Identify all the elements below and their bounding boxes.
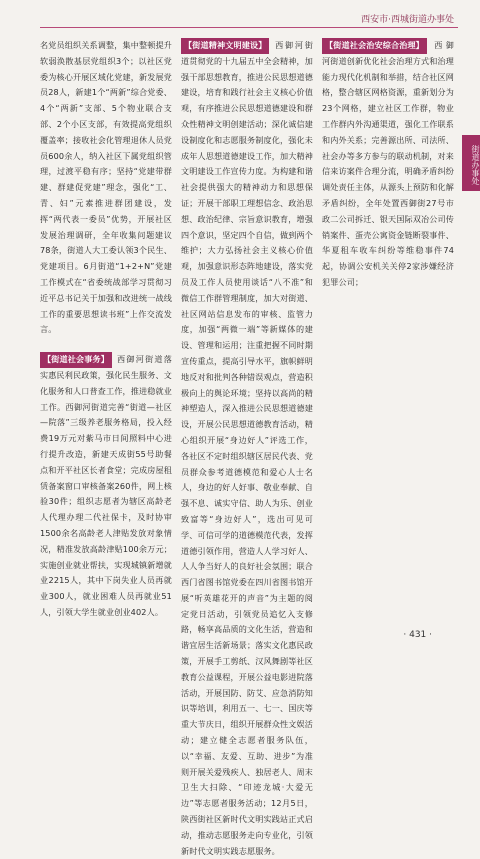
safety-section bbox=[322, 38, 454, 291]
social-affairs-section bbox=[40, 352, 172, 621]
section-title-civilization: 【街道精神文明建设】 bbox=[181, 38, 269, 54]
column-right bbox=[322, 38, 454, 613]
civilization-body: 西御河街道贯彻党的十九届五中全会精神，加强干部思想教育，推进公民思想道德建设，培育和践行社会主义核心价值观，有序推进公民思想道德建设和群众性精神文明创建活动；深化诚信建设制度化和志愿服务制度化，强化未成年人思想道德建设工作，加大精神文明建设工作宣传力度。为构建和谐社会提供强大的精神动力和思想保证；开展干部职工理想信念、政治思想、政治纪律、宗旨意识教育，增强四个意识，坚定四个自信，做到两个维护；大力弘扬社会主义核心价值观，加强意识形态阵地建设，落实党员及工作人员使用谈话“八不准”和微信工作群管理制度，加大对街道、社区网站信息发布的审核、监管力度，加强“两微一端”等新媒体的建设、管理和运用；注重把握不同时期宣传重点，提高引导水平，旗帜鲜明地反对和批判各种错误观点，营造积极向上的舆论环境；坚持以高尚的精神塑造人，深入推进公民思想道德建设，开展公民思想道德教育活动，精心组织开展“身边好人”评选工作，各社区不定时组织辖区居民代表、党员群众参考道德模范和爱心人士名人，身边的好人好事、敬业奉献、自强不息、诚实守信、助人为乐、创业致富等“身边好人”，选出可见可学、可信可学的道德模范代表，发挥道德引领作用，营造人人学习好人、人人争当好人的良好社会氛围；联合西门省图书馆党委在四川省图书馆开展“听英雄花开的声音”为主题的阅定党日活动，引领党员追忆入支修路，畅享高品质的文化生活，营造和谐宜居生活新场景；落实文化惠民政策，开展手工剪纸、汉风舞剧等社区教育公益课程，开展公益电影进院落活动，开展国防、防艾、应急消防知识等培训，利用五一、七一、国庆等重大节庆日，组织开展群众性文娱活动；建立健全志愿者服务队伍，以“幸福、友爱、互助、进步”为准则开展关爱残疾人、独居老人、周末卫生大扫除、“印迹龙城·大爱无边”等志愿者服务活动；12月5日，陕西街社区新时代文明实践站正式启动，推动志愿服务走向专业化，引领新时代文明实践志愿服务。 bbox=[181, 40, 313, 856]
intro-paragraph: 名党员组织关系调整，集中整顿提升软弱涣散基层党组织3个；以社区党委为核心开展区域化党建，新发展党员28人，新建1个“两新”综合党委、4个“两新”支部、5个物业联合支部、2个小区支部，有效提高党组织覆盖率；接收社会化管理退休人员党员600余人，纳入社区下属党组织管理，过渡平稳有序；坚持“党建带群建、群建促党建”理念，强化“工、青、妇”元素推进群团建设，发挥“两代表一委员”优势，开展社区发展治理调研，全年收集问题建议78条，街道人大工委认领3个民生、党建项目。6月街道“1+2+N”党建工作模式在“省委统战部学习贯彻习近平总书记关于加强和改进统一战线工作的重要思想读书班”上作交流发言。 bbox=[40, 40, 172, 335]
side-tab: 街道办事处 bbox=[462, 135, 480, 191]
section-title-social: 【街道社会事务】 bbox=[40, 352, 112, 368]
social-affairs-body: 西御河街道落实惠民利民政策，强化民生服务、文化服务和人口普查工作，推进稳就业工作。西御河街道完善“街道—社区—院落”三级养老服务格局，投入经费19万元对紫马市日间照料中心进行提升改造，新建天成街55号助餐点和开平社区长者食堂；完成房屋租赁备案窗口审核备案260件，网上核验30件；组织志愿者为辖区高龄老人代理办理二代社保卡，及时协审1500余名高龄老人津贴发放对象情况，精准发放高龄津贴100余万元；实施创业就业帮扶，实现城镇新增就业2215人，其中下岗失业人员再就业300人，就业困难人员再就业51人，引领大学生就业创业402人。 bbox=[40, 354, 172, 617]
column-middle bbox=[181, 38, 313, 856]
column-left bbox=[40, 38, 172, 617]
header-rule bbox=[40, 27, 458, 28]
page-number: · 431 · bbox=[403, 630, 432, 640]
section-title-safety: 【街道社会治安综合治理】 bbox=[322, 38, 427, 54]
safety-body: 西御河街道创新优化社会治理方式和治理能力现代化机制和举措，结合社区网格，整合辖区网格资源，重新划分为23个网格，建立社区工作群，物业工作群内外沟通渠道，强化工作联系和内外关系；完善源出所、司法所、社会办等多方参与的联动机制，对来信来访案件合理分流，明确矛盾纠纷调处责任主体，从源头上预防和化解矛盾纠纷，全年处置西御街27号市政二公司拆迁、银天国际双冶公司传销案件、蛋壳公寓资金链断裂事件、华夏租车收车纠纷等维稳事件74起，协调公安机关关停2家涉嫌经济犯罪公司； bbox=[322, 40, 454, 287]
civilization-section bbox=[181, 38, 313, 859]
running-header bbox=[0, 10, 480, 32]
running-title: 西安市·西城街道办事处 bbox=[361, 15, 454, 25]
